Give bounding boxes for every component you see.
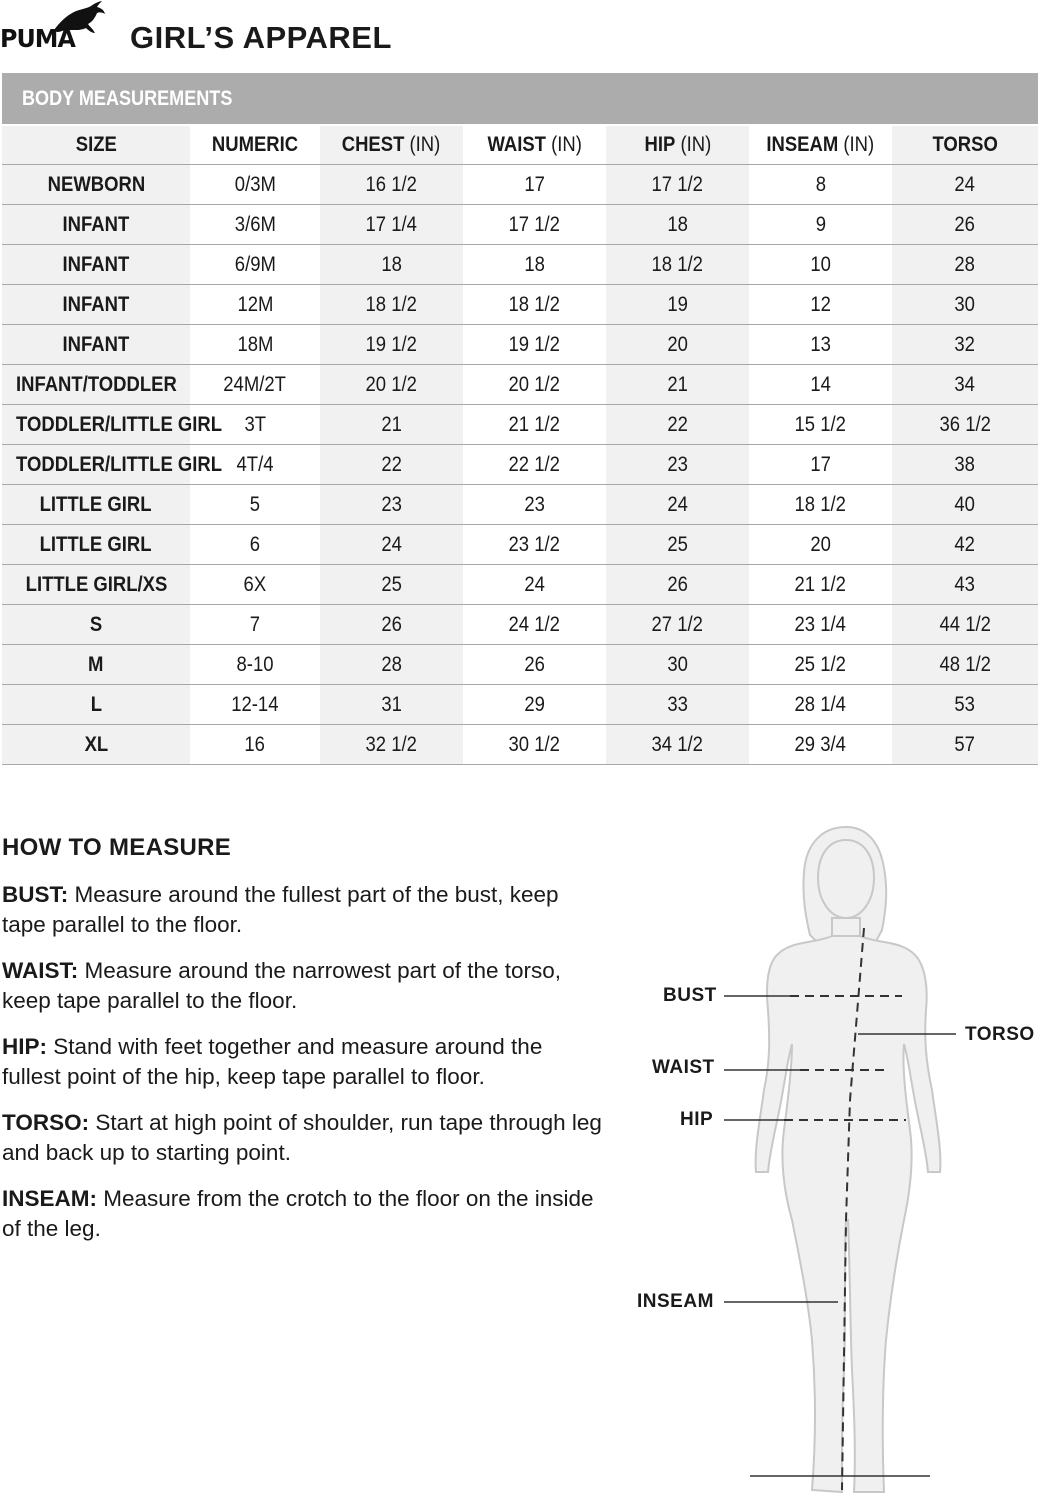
measurement-cell: 21 [606, 365, 749, 405]
measurement-cell: 15 1/2 [749, 405, 892, 445]
measurement-cell: 43 [892, 565, 1038, 605]
measurement-cell: 16 [190, 725, 320, 765]
measurement-cell: 25 1/2 [749, 645, 892, 685]
instruction-term: TORSO: [2, 1110, 90, 1135]
measurement-cell: 25 [320, 565, 463, 605]
measurement-cell: 34 1/2 [606, 725, 749, 765]
column-header: TORSO [892, 126, 1038, 165]
table-row [2, 405, 1038, 445]
measurement-cell: 18 1/2 [749, 485, 892, 525]
measurement-cell: 29 [463, 685, 606, 725]
measurement-cell: 0/3M [190, 165, 320, 205]
table-row [2, 605, 1038, 645]
instruction-text: Start at high point of shoulder, run tape through leg and back up to starting point. [2, 1110, 602, 1165]
instruction-text: Measure from the crotch to the floor on the inside of the leg. [2, 1186, 594, 1241]
measurement-cell: 19 [606, 285, 749, 325]
measurement-cell: 26 [320, 605, 463, 645]
instruction-term: BUST: [2, 882, 69, 907]
measurement-cell: 5 [190, 485, 320, 525]
measurement-cell: 32 [892, 325, 1038, 365]
table-row [2, 725, 1038, 765]
measurement-cell: 18 1/2 [320, 285, 463, 325]
size-cell: L [2, 685, 190, 725]
measurement-cell: 44 1/2 [892, 605, 1038, 645]
measurement-cell: 6X [190, 565, 320, 605]
measurement-cell: 18 [320, 245, 463, 285]
measurement-cell: 17 [749, 445, 892, 485]
measurement-cell: 23 1/2 [463, 525, 606, 565]
measurement-cell: 12-14 [190, 685, 320, 725]
measurement-cell: 14 [749, 365, 892, 405]
measurement-cell: 13 [749, 325, 892, 365]
instruction-item [2, 1184, 602, 1244]
measurement-cell: 24 1/2 [463, 605, 606, 645]
column-header: SIZE [2, 126, 190, 165]
puma-logo [0, 0, 110, 60]
measurement-cell: 18 1/2 [606, 245, 749, 285]
measurement-cell: 40 [892, 485, 1038, 525]
measurement-cell: 6 [190, 525, 320, 565]
size-cell: LITTLE GIRL [2, 525, 190, 565]
page-title: GIRL’S APPAREL [130, 20, 392, 55]
instruction-term: INSEAM: [2, 1186, 97, 1211]
measurement-figure [620, 800, 1040, 1500]
bust-label: BUST [663, 985, 717, 1006]
measurement-cell: 21 1/2 [463, 405, 606, 445]
table-row [2, 205, 1038, 245]
body-silhouette-diagram [620, 800, 1040, 1500]
table-row [2, 245, 1038, 285]
measurement-cell: 24 [463, 565, 606, 605]
measurement-cell: 17 1/2 [606, 165, 749, 205]
measurement-cell: 34 [892, 365, 1038, 405]
measurement-cell: 24 [606, 485, 749, 525]
measurement-cell: 7 [190, 605, 320, 645]
instruction-text: Measure around the fullest part of the bust, keep tape parallel to the floor. [2, 882, 559, 937]
measurement-cell: 17 1/2 [463, 205, 606, 245]
how-to-measure-heading: HOW TO MEASURE [2, 834, 232, 861]
measurement-cell: 23 [463, 485, 606, 525]
measurement-cell: 23 [606, 445, 749, 485]
table-banner [2, 73, 1038, 124]
measurement-cell: 28 [892, 245, 1038, 285]
measurement-cell: 33 [606, 685, 749, 725]
measurement-cell: 23 1/4 [749, 605, 892, 645]
size-cell: INFANT [2, 245, 190, 285]
size-table-header-row [2, 126, 1038, 165]
waist-label: WAIST [652, 1057, 715, 1078]
measurement-cell: 22 [320, 445, 463, 485]
instruction-item [2, 880, 602, 940]
measurement-cell: 30 [606, 645, 749, 685]
table-row [2, 365, 1038, 405]
measurement-cell: 4T/4 [190, 445, 320, 485]
measurement-cell: 16 1/2 [320, 165, 463, 205]
measurement-cell: 32 1/2 [320, 725, 463, 765]
measurement-cell: 36 1/2 [892, 405, 1038, 445]
measurement-cell: 20 1/2 [320, 365, 463, 405]
size-cell: XL [2, 725, 190, 765]
measurement-cell: 30 [892, 285, 1038, 325]
size-cell: TODDLER/LITTLE GIRL [2, 405, 190, 445]
measurement-cell: 18 [606, 205, 749, 245]
instruction-term: HIP: [2, 1034, 47, 1059]
size-cell: LITTLE GIRL/XS [2, 565, 190, 605]
measurement-cell: 28 [320, 645, 463, 685]
measurement-cell: 19 1/2 [463, 325, 606, 365]
measurement-cell: 24 [892, 165, 1038, 205]
table-row [2, 165, 1038, 205]
measurement-cell: 38 [892, 445, 1038, 485]
size-cell: INFANT [2, 205, 190, 245]
measurement-cell: 17 1/4 [320, 205, 463, 245]
instruction-item [2, 956, 602, 1016]
table-row [2, 285, 1038, 325]
table-row [2, 525, 1038, 565]
measurement-cell: 42 [892, 525, 1038, 565]
measurement-cell: 25 [606, 525, 749, 565]
size-cell: NEWBORN [2, 165, 190, 205]
measurement-cell: 31 [320, 685, 463, 725]
measurement-cell: 3/6M [190, 205, 320, 245]
measurement-cell: 27 1/2 [606, 605, 749, 645]
torso-label: TORSO [965, 1024, 1035, 1045]
measurement-cell: 20 1/2 [463, 365, 606, 405]
measurement-cell: 21 [320, 405, 463, 445]
measurement-cell: 18 1/2 [463, 285, 606, 325]
measurement-cell: 6/9M [190, 245, 320, 285]
measurement-cell: 53 [892, 685, 1038, 725]
measurement-cell: 8 [749, 165, 892, 205]
measurement-cell: 9 [749, 205, 892, 245]
measurement-cell: 18M [190, 325, 320, 365]
table-row [2, 645, 1038, 685]
table-row [2, 445, 1038, 485]
puma-wordmark: PUMA [0, 24, 75, 53]
instruction-item [2, 1108, 602, 1168]
size-cell: TODDLER/LITTLE GIRL [2, 445, 190, 485]
measurement-cell: 21 1/2 [749, 565, 892, 605]
hip-label: HIP [680, 1109, 714, 1130]
table-row [2, 325, 1038, 365]
size-cell: INFANT/TODDLER [2, 365, 190, 405]
measurement-cell: 23 [320, 485, 463, 525]
measurement-cell: 30 1/2 [463, 725, 606, 765]
size-cell: INFANT [2, 325, 190, 365]
table-row [2, 485, 1038, 525]
column-header: CHEST (IN) [320, 126, 463, 165]
size-cell: S [2, 605, 190, 645]
measurement-cell: 26 [606, 565, 749, 605]
measurement-cell: 57 [892, 725, 1038, 765]
size-cell: M [2, 645, 190, 685]
column-header: WAIST (IN) [463, 126, 606, 165]
measurement-cell: 19 1/2 [320, 325, 463, 365]
measurement-cell: 28 1/4 [749, 685, 892, 725]
measurement-cell: 22 1/2 [463, 445, 606, 485]
column-header: NUMERIC [190, 126, 320, 165]
size-cell: INFANT [2, 285, 190, 325]
instruction-text: Stand with feet together and measure around the fullest point of the hip, keep tape parallel to floor. [2, 1034, 543, 1089]
measurement-cell: 10 [749, 245, 892, 285]
measurement-cell: 20 [606, 325, 749, 365]
instruction-term: WAIST: [2, 958, 79, 983]
measurement-cell: 29 3/4 [749, 725, 892, 765]
instruction-item [2, 1032, 602, 1092]
size-table-body [2, 165, 1038, 765]
table-row [2, 565, 1038, 605]
instructions-list [2, 880, 602, 1244]
table-banner-label: BODY MEASUREMENTS [22, 87, 233, 110]
measurement-cell: 22 [606, 405, 749, 445]
measurement-cell: 24M/2T [190, 365, 320, 405]
size-table [2, 126, 1038, 765]
measurement-cell: 24 [320, 525, 463, 565]
measurement-cell: 26 [892, 205, 1038, 245]
column-header: INSEAM (IN) [749, 126, 892, 165]
measurement-cell: 8-10 [190, 645, 320, 685]
measurement-cell: 20 [749, 525, 892, 565]
size-cell: LITTLE GIRL [2, 485, 190, 525]
inseam-label: INSEAM [637, 1291, 714, 1312]
how-to-measure-section [2, 834, 602, 1260]
measurement-cell: 18 [463, 245, 606, 285]
measurement-cell: 12 [749, 285, 892, 325]
header [0, 0, 1040, 70]
instruction-text: Measure around the narrowest part of the torso, keep tape parallel to the floor. [2, 958, 562, 1013]
measurement-cell: 12M [190, 285, 320, 325]
measurement-cell: 26 [463, 645, 606, 685]
measurement-cell: 48 1/2 [892, 645, 1038, 685]
column-header: HIP (IN) [606, 126, 749, 165]
measurement-cell: 17 [463, 165, 606, 205]
table-row [2, 685, 1038, 725]
measurement-cell: 3T [190, 405, 320, 445]
